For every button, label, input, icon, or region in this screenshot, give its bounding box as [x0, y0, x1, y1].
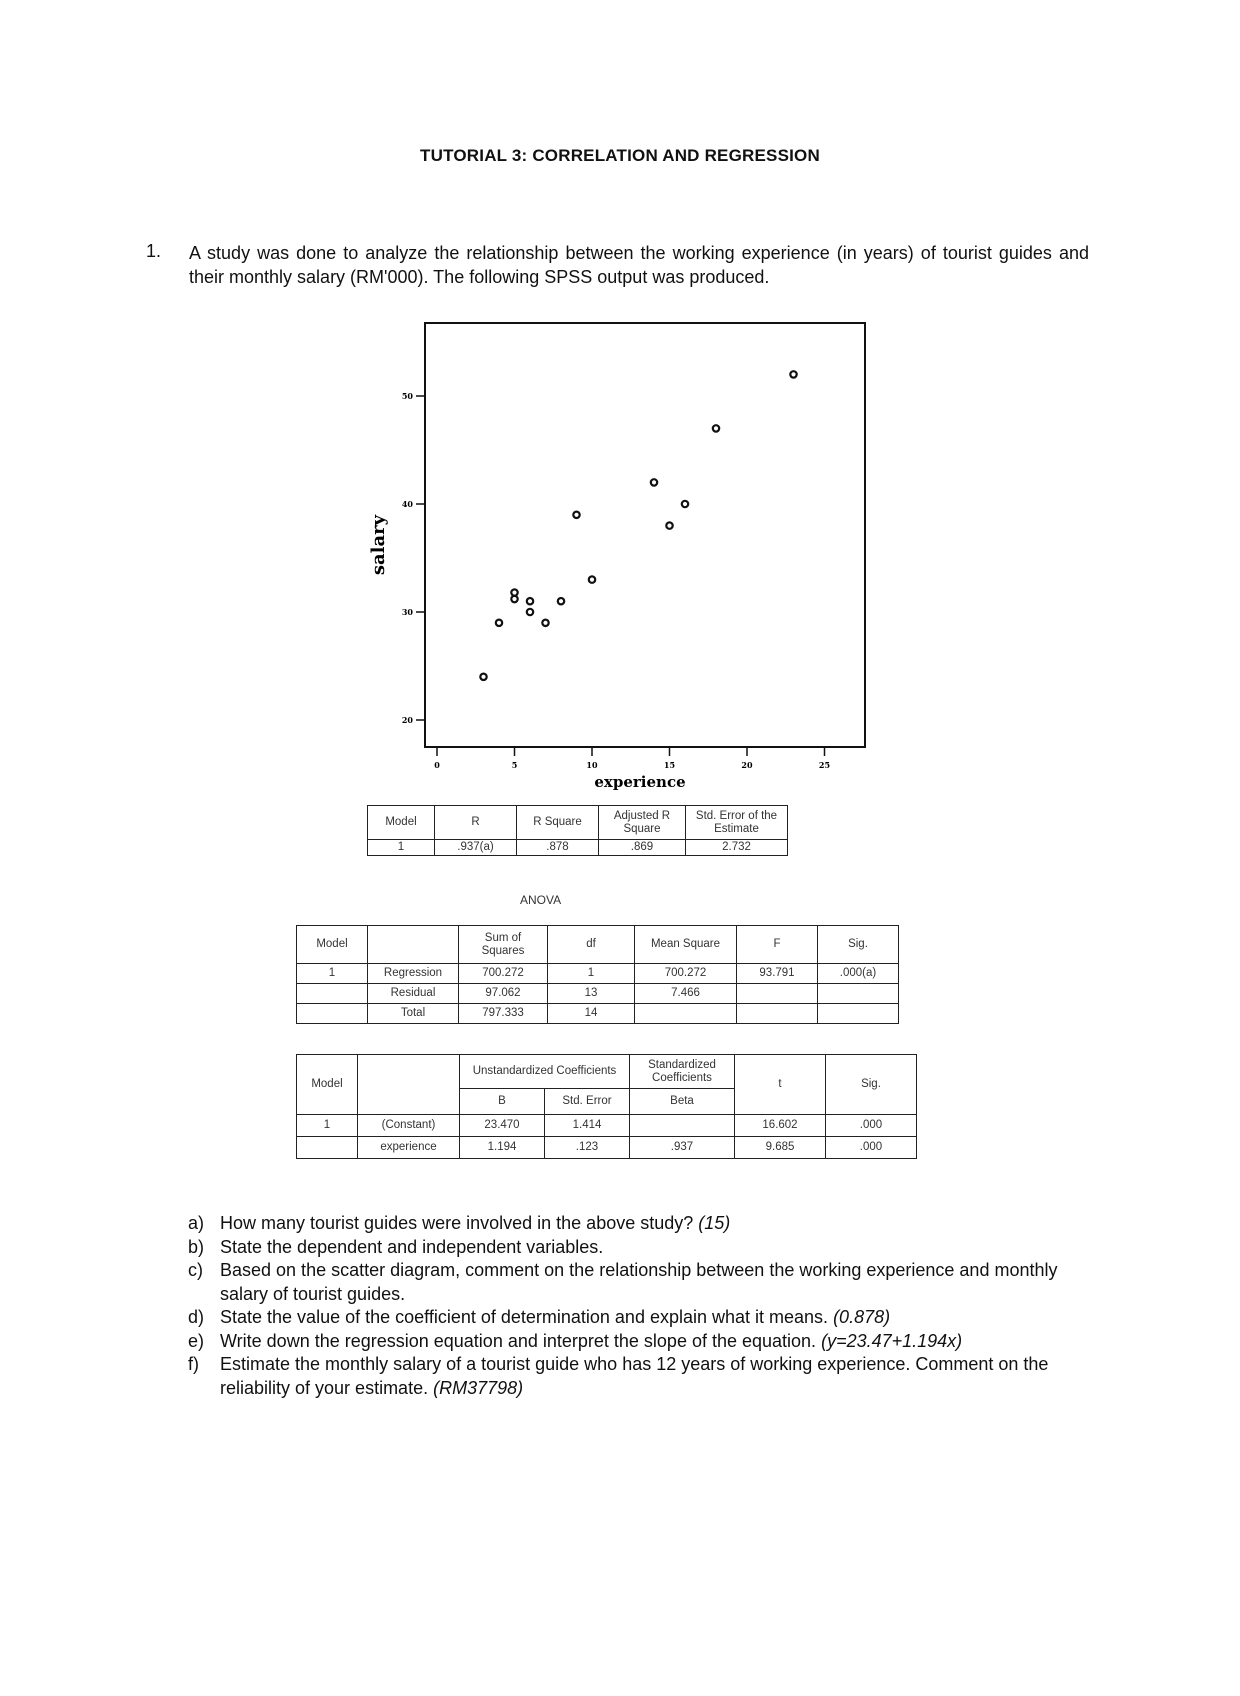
part-text: How many tourist guides were involved in the above study?: [220, 1213, 694, 1233]
x-tick-label: 15: [663, 760, 676, 770]
header-cell: Mean Square: [635, 926, 737, 964]
table-header-row: [297, 1055, 917, 1089]
cell: [737, 1004, 818, 1024]
cell: 93.791: [737, 964, 818, 984]
scatter-point: [558, 598, 564, 604]
question-part-b: [188, 1236, 1093, 1260]
cell: 700.272: [635, 964, 737, 984]
cell: .000: [826, 1137, 917, 1159]
cell: 9.685: [735, 1137, 826, 1159]
axes-layer: [402, 391, 830, 770]
scatter-point: [542, 620, 548, 626]
header-cell: Unstandardized Coefficients: [460, 1055, 630, 1089]
y-tick-label: 30: [401, 607, 413, 617]
table-row: [368, 840, 788, 856]
model-summary-table: [367, 805, 788, 856]
cell: Regression: [368, 964, 459, 984]
y-axis-label: salary: [368, 514, 389, 576]
table-row: [297, 984, 899, 1004]
question-part-a: [188, 1212, 1093, 1236]
cell: [630, 1115, 735, 1137]
cell: 16.602: [735, 1115, 826, 1137]
question-number: 1.: [146, 241, 162, 261]
header-cell: t: [735, 1055, 826, 1115]
scatter-point: [573, 512, 579, 518]
cell: 7.466: [635, 984, 737, 1004]
part-answer: (y=23.47+1.194x): [821, 1330, 963, 1351]
cell: [818, 984, 899, 1004]
x-tick-label: 25: [818, 760, 831, 770]
cell: 13: [548, 984, 635, 1004]
scatter-point: [713, 425, 719, 431]
points-layer: [480, 371, 796, 680]
cell: Total: [368, 1004, 459, 1024]
scatter-point: [496, 620, 502, 626]
x-tick-label: 10: [586, 760, 598, 770]
part-letter: e): [188, 1330, 205, 1351]
table-row: [297, 1137, 917, 1159]
y-tick-label: 50: [401, 391, 413, 401]
cell: .937: [630, 1137, 735, 1159]
part-text: Based on the scatter diagram, comment on the relationship between the working experience and monthly salary of tourist guides.: [220, 1260, 1058, 1304]
cell: 1: [297, 964, 368, 984]
header-cell: R: [435, 806, 517, 840]
scatter-point: [527, 598, 533, 604]
cell: experience: [358, 1137, 460, 1159]
question-part-e: [188, 1330, 1093, 1354]
part-answer: (15): [698, 1213, 731, 1233]
cell: 23.470: [460, 1115, 545, 1137]
cell: (Constant): [358, 1115, 460, 1137]
table-row: [297, 964, 899, 984]
cell: [297, 1137, 358, 1159]
scatter-point: [527, 609, 533, 615]
cell: .869: [599, 840, 686, 856]
header-cell: Model: [297, 1055, 358, 1115]
part-answer: (RM37798): [433, 1377, 524, 1398]
scatter-point: [790, 371, 796, 377]
cell: 1: [548, 964, 635, 984]
table-row: [297, 1004, 899, 1024]
header-cell: Std. Error: [545, 1089, 630, 1115]
question-text: A study was done to analyze the relationship between the working experience (in years) of tourist guides and their monthly salary (RM'000). The following SPSS output was produced.: [189, 243, 1089, 287]
part-text: Estimate the monthly salary of a tourist guide who has 12 years of working experience. Comment on the reliability of your estimate.: [220, 1354, 1049, 1398]
x-tick-label: 5: [511, 760, 518, 770]
scatter-plot: [340, 310, 880, 791]
scatter-point: [682, 501, 688, 507]
header-cell: B: [460, 1089, 545, 1115]
header-cell: Std. Error of the Estimate: [686, 806, 788, 840]
cell: 1: [368, 840, 435, 856]
question-part-c: [188, 1259, 1093, 1306]
scatter-point: [589, 576, 595, 582]
question-parts: [188, 1212, 1093, 1400]
y-tick-label: 40: [401, 499, 413, 509]
header-cell: [358, 1055, 460, 1115]
cell: .937(a): [435, 840, 517, 856]
table-row: [297, 1115, 917, 1137]
header-cell: Model: [368, 806, 435, 840]
anova-table: [296, 925, 899, 1024]
header-cell: R Square: [517, 806, 599, 840]
header-cell: df: [548, 926, 635, 964]
cell: Residual: [368, 984, 459, 1004]
scatter-point: [480, 674, 486, 680]
cell: .123: [545, 1137, 630, 1159]
scatter-point: [651, 479, 657, 485]
part-letter: c): [188, 1260, 203, 1280]
part-letter: a): [188, 1213, 205, 1233]
question-part-f: [188, 1353, 1093, 1400]
scatter-point: [511, 596, 517, 602]
header-cell: Beta: [630, 1089, 735, 1115]
part-letter: b): [188, 1236, 205, 1257]
cell: 14: [548, 1004, 635, 1024]
part-text: State the value of the coefficient of determination and explain what it means.: [220, 1307, 829, 1327]
cell: .000(a): [818, 964, 899, 984]
cell: 97.062: [459, 984, 548, 1004]
header-cell: Model: [297, 926, 368, 964]
header-cell: Sig.: [818, 926, 899, 964]
cell: 797.333: [459, 1004, 548, 1024]
part-text: Write down the regression equation and interpret the slope of the equation.: [220, 1330, 817, 1351]
header-cell: Standardized Coefficients: [630, 1055, 735, 1089]
x-tick-label: 0: [434, 760, 440, 770]
cell: [737, 984, 818, 1004]
header-cell: Sig.: [826, 1055, 917, 1115]
cell: 1.414: [545, 1115, 630, 1137]
scatter-point: [666, 522, 672, 528]
cell: .878: [517, 840, 599, 856]
anova-title: ANOVA: [520, 893, 562, 907]
table-header-row: [297, 926, 899, 964]
cell: 2.732: [686, 840, 788, 856]
cell: [635, 1004, 737, 1024]
x-tick-label: 20: [741, 760, 753, 770]
header-cell: F: [737, 926, 818, 964]
table-header-row: [368, 806, 788, 840]
cell: [818, 1004, 899, 1024]
part-letter: f): [188, 1354, 199, 1374]
coefficients-table: [296, 1054, 917, 1159]
plot-frame: [425, 323, 865, 747]
page-title: TUTORIAL 3: CORRELATION AND REGRESSION: [420, 146, 820, 165]
x-axis-label: experience: [594, 773, 686, 791]
cell: [297, 984, 368, 1004]
y-tick-label: 20: [401, 715, 413, 725]
question-part-d: [188, 1306, 1093, 1330]
header-cell: Adjusted R Square: [599, 806, 686, 840]
part-answer: (0.878): [833, 1307, 891, 1327]
header-cell: Sum of Squares: [459, 926, 548, 964]
cell: 1: [297, 1115, 358, 1137]
header-cell: [368, 926, 459, 964]
cell: .000: [826, 1115, 917, 1137]
cell: 700.272: [459, 964, 548, 984]
cell: 1.194: [460, 1137, 545, 1159]
cell: [297, 1004, 368, 1024]
part-letter: d): [188, 1307, 205, 1327]
part-text: State the dependent and independent variables.: [220, 1236, 604, 1257]
